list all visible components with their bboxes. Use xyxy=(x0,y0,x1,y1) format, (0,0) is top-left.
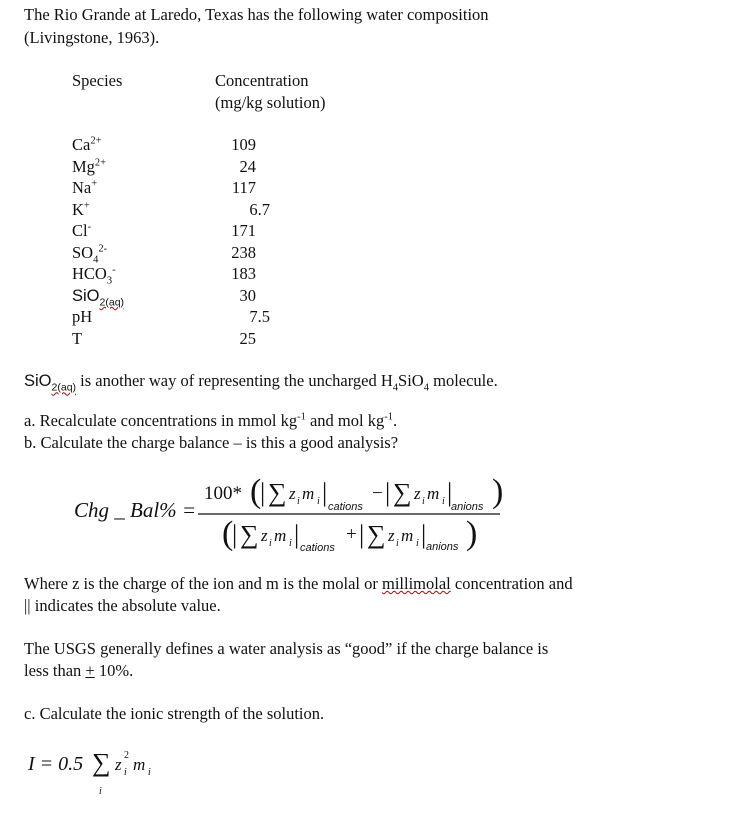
ionic-z: z xyxy=(115,755,122,774)
formula-den-z-sub-2: i xyxy=(396,538,399,549)
formula-m: m xyxy=(302,484,315,503)
formula-den-m: m xyxy=(274,526,287,545)
formula-anions-label: anions xyxy=(451,501,484,513)
formula-den-z-2: z xyxy=(388,526,395,545)
species-cell: $SO_4^{2-}$ xyxy=(72,242,108,265)
ionic-lhs: I = 0.5 xyxy=(28,753,84,775)
formula-sum-icon: ∑ xyxy=(268,478,287,507)
concentration-cell: 30 xyxy=(239,285,256,305)
where-line-1: Where z is the charge of the ion and m is the molal or millimolal concentration and xyxy=(24,574,573,593)
formula-den-bar-left-2: | xyxy=(359,520,365,549)
species-cell: Cl- xyxy=(72,221,92,240)
intro-line-2: (Livingstone, 1963). xyxy=(24,28,160,47)
concentration-cell: 24 xyxy=(239,156,256,176)
formula-cations-label: cations xyxy=(328,501,363,513)
formula-bar-right-2: | xyxy=(447,478,453,507)
usgs-line-1: The USGS generally defines a water analysis as “good” if the charge balance is xyxy=(24,639,549,658)
formula-m-sub-2: i xyxy=(442,496,445,507)
species-cell: Na+ xyxy=(72,178,98,197)
formula-den-m-2: m xyxy=(401,526,414,545)
concentration-cell: 171 xyxy=(231,221,256,240)
formula-den-m-sub: i xyxy=(289,538,292,549)
formula-close-paren: ) xyxy=(492,473,504,510)
formula-z: z xyxy=(289,484,296,503)
formula-m-2: m xyxy=(427,484,440,503)
formula-den-z: z xyxy=(261,526,268,545)
concentration-cell: 183 xyxy=(231,264,256,283)
formula-bar-left: | xyxy=(260,478,266,507)
formula-open-paren: ( xyxy=(250,473,262,510)
formula-z-2: z xyxy=(414,484,421,503)
formula-den-bar-right: | xyxy=(294,520,300,549)
formula-den-open-paren: ( xyxy=(222,515,234,552)
ionic-m: m xyxy=(133,755,146,774)
formula-den-cations-label: cations xyxy=(300,542,335,554)
formula-minus: − xyxy=(372,483,383,504)
ionic-sum-icon: ∑ xyxy=(92,748,111,777)
formula-den-m-sub-2: i xyxy=(416,538,419,549)
species-cell: pH xyxy=(72,307,93,326)
ionic-m-sub: i xyxy=(148,767,151,778)
concentration-cell: 109 xyxy=(231,135,256,154)
formula-den-sum-icon: ∑ xyxy=(240,520,259,549)
formula-m-sub: i xyxy=(317,496,320,507)
species-cell: $Mg^{2+}$ xyxy=(72,156,107,176)
intro-line-1: The Rio Grande at Laredo, Texas has the following water composition xyxy=(24,5,489,24)
formula-den-bar-left: | xyxy=(232,520,238,549)
usgs-line-2: less than + 10%. xyxy=(24,661,134,680)
ionic-z-sub: i xyxy=(124,767,127,778)
concentration-cell: 25 xyxy=(239,328,256,348)
concentration-cell: 6.7 xyxy=(249,199,270,219)
species-cell: K+ xyxy=(72,199,90,219)
formula-den-close-paren: ) xyxy=(466,515,478,552)
concentration-units-header: (mg/kg solution) xyxy=(215,93,326,112)
where-line-2: || indicates the absolute value. xyxy=(24,596,221,615)
concentration-cell: 238 xyxy=(231,242,256,262)
concentration-cell: 117 xyxy=(231,178,256,197)
formula-den-sum-icon-2: ∑ xyxy=(367,520,386,549)
question-c: c. Calculate the ionic strength of the solution. xyxy=(24,704,325,723)
ionic-z-sup: 2 xyxy=(124,750,129,761)
formula-den-anions-label: anions xyxy=(426,541,459,553)
formula-100: 100* xyxy=(204,483,242,504)
charge-balance-formula xyxy=(198,470,508,554)
formula-bar-left-2: | xyxy=(385,478,391,507)
formula-z-sub-2: i xyxy=(422,496,425,507)
question-a: a. Recalculate concentrations in mmol $kg^{-1}$ and mol $kg^{-1}$. xyxy=(24,411,398,430)
ionic-strength-formula xyxy=(24,738,224,798)
formula-z-sub: i xyxy=(297,496,300,507)
formula-sum-icon-2: ∑ xyxy=(393,478,412,507)
sio2-species: SiO$_{2(aq)}$ xyxy=(24,372,77,394)
formula-den-bar-right-2: | xyxy=(421,520,427,549)
species-cell: $Ca^{2+}$ xyxy=(72,135,102,154)
formula-den-z-sub: i xyxy=(269,538,272,549)
concentration-cell: 7.5 xyxy=(249,307,270,326)
formula-plus: + xyxy=(346,524,357,545)
species-header: Species xyxy=(72,71,123,90)
chg-bal-lhs: Chg _ Bal% = xyxy=(74,498,197,522)
species-cell: T xyxy=(72,328,83,348)
formula-bar-right: | xyxy=(322,478,328,507)
species-cell: SiO$_{2(aq)}$ xyxy=(72,286,125,308)
question-b: b. Calculate the charge balance – is this a good analysis? xyxy=(24,433,399,452)
concentration-header: Concentration xyxy=(215,71,309,90)
species-cell: $HCO_3^-$ xyxy=(72,264,116,287)
sio2-note: SiO$_{2(aq)}$ is another way of representing the uncharged $H_4SiO_4$ molecule. xyxy=(24,371,498,394)
ionic-sum-index: i xyxy=(99,786,102,797)
